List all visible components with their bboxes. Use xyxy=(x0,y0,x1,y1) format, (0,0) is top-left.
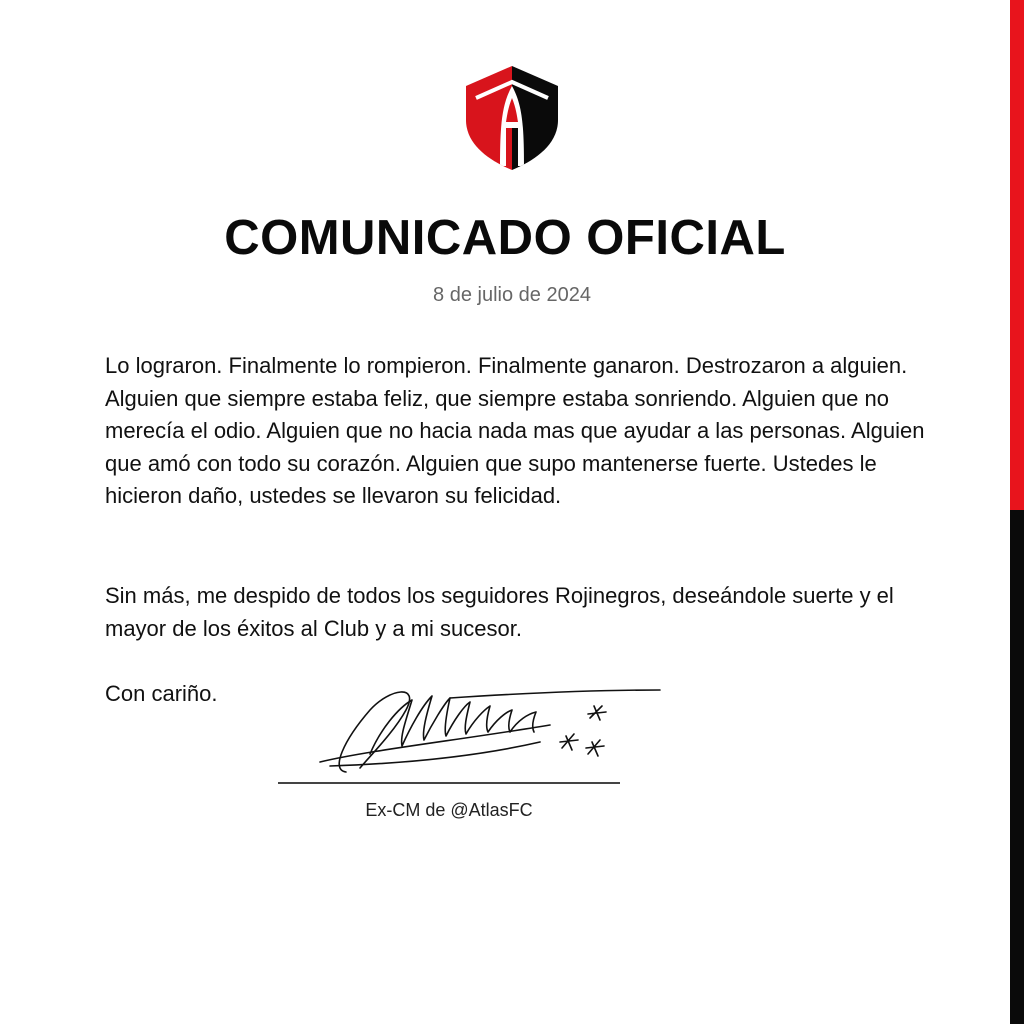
closing-text: Con cariño. xyxy=(105,681,218,706)
side-stripe-black xyxy=(1010,510,1024,1024)
signature-caption: Ex-CM de @AtlasFC xyxy=(365,800,533,820)
atlas-crest-icon xyxy=(464,64,560,172)
body-paragraph-1: Lo lograron. Finalmente lo rompieron. Finalmente ganaron. Destrozaron a alguien. Alguien que siempre estaba feliz, que siempre estaba sonriendo. Alguien que no merecía el odio. Alguien que no hacia nada mas que ayudar a las personas. Alguien que amó con todo su corazón. Alguien que supo mantenerse fuerte. Ustedes le hicieron daño, ustedes se llevaron su felicidad. xyxy=(105,353,925,508)
side-color-stripe xyxy=(1010,0,1024,1024)
handwritten-signature xyxy=(310,680,670,780)
body-paragraph-2: Sin más, me despido de todos los seguidores Rojinegros, deseándole suerte y el mayor de los éxitos al Club y a mi sucesor. xyxy=(105,583,894,641)
signature-line xyxy=(278,782,620,784)
side-stripe-red xyxy=(1010,0,1024,510)
document-date: 8 de julio de 2024 xyxy=(433,284,591,306)
page-title: COMUNICADO OFICIAL xyxy=(224,211,786,265)
